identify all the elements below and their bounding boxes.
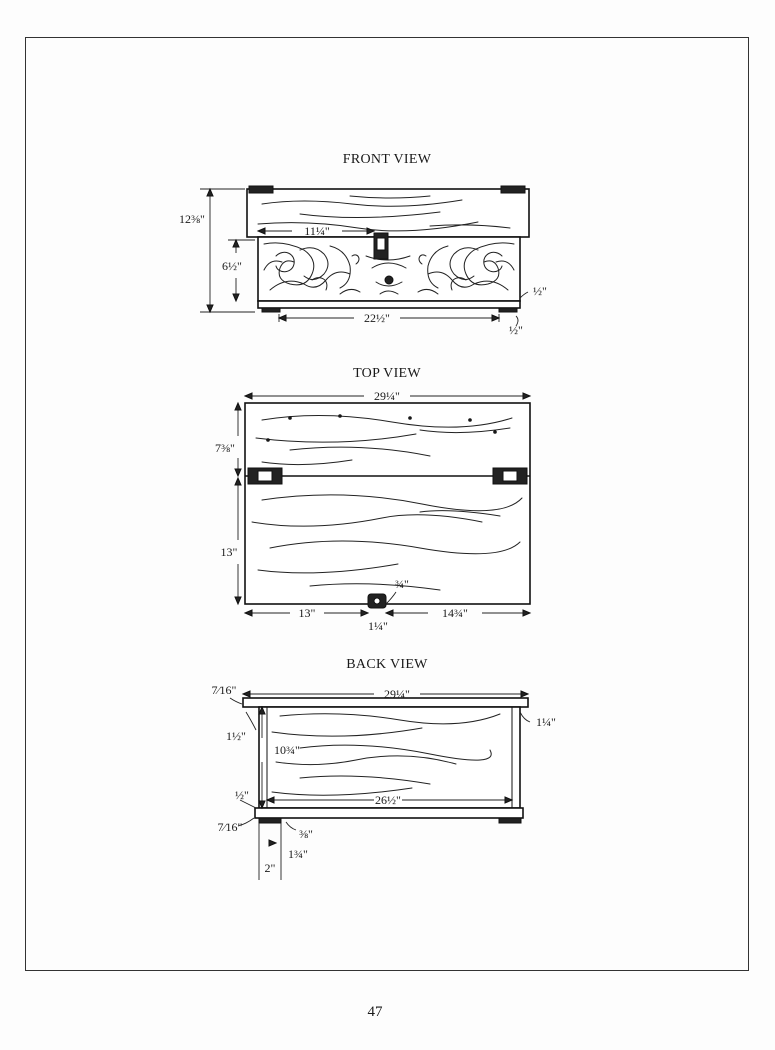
top-view-title: TOP VIEW [353, 366, 421, 381]
back-dim-lid-overhang-left [246, 712, 256, 730]
top-label-back-depth: 7⅜" [215, 441, 235, 455]
front-label-overall-height: 12⅜" [179, 212, 205, 226]
back-base [255, 808, 523, 818]
back-label-base-thickness: 7⁄16" [217, 820, 243, 834]
front-view-title: FRONT VIEW [342, 152, 432, 167]
top-label-latch-depth: ¾" [395, 577, 409, 591]
back-foot-left [259, 818, 281, 823]
front-label-base-height: 6½" [222, 259, 242, 273]
top-label-left-to-latch: 13" [298, 606, 316, 620]
top-label-overall-width: 29¼" [374, 389, 400, 403]
back-label-foot-gap: ⅜" [299, 827, 313, 841]
back-label-lid-width: 29¼" [384, 687, 410, 701]
back-dim-foot-gap [286, 822, 296, 830]
back-label-inner-width: 26½" [375, 793, 401, 807]
back-foot-right [499, 818, 521, 823]
back-label-foot-inset: 1¾" [288, 847, 308, 861]
front-label-foot-height: ½" [509, 323, 523, 337]
front-label-lid-offset: 11¼" [304, 224, 330, 238]
top-label-latch-width: 1¼" [368, 619, 388, 633]
top-label-front-depth: 13" [220, 545, 238, 559]
back-dim-lid-overhang-right [520, 712, 530, 722]
back-label-lid-overhang-right: 1¼" [536, 715, 556, 729]
back-label-lid-overhang-left: 1½" [226, 729, 246, 743]
back-dim-lid-thickness [230, 698, 242, 704]
front-label-plinth-height: ½" [533, 284, 547, 298]
back-label-body-height: 10¾" [274, 743, 300, 757]
page-number: 47 [367, 1004, 383, 1020]
back-label-bottom-thickness: ½" [235, 788, 249, 802]
back-label-foot-height: 2" [264, 861, 276, 875]
top-label-latch-to-right: 14¾" [442, 606, 468, 620]
back-view-title: BACK VIEW [346, 657, 428, 672]
back-label-lid-thickness: 7⁄16" [211, 683, 237, 697]
front-label-base-width: 22½" [364, 311, 390, 325]
